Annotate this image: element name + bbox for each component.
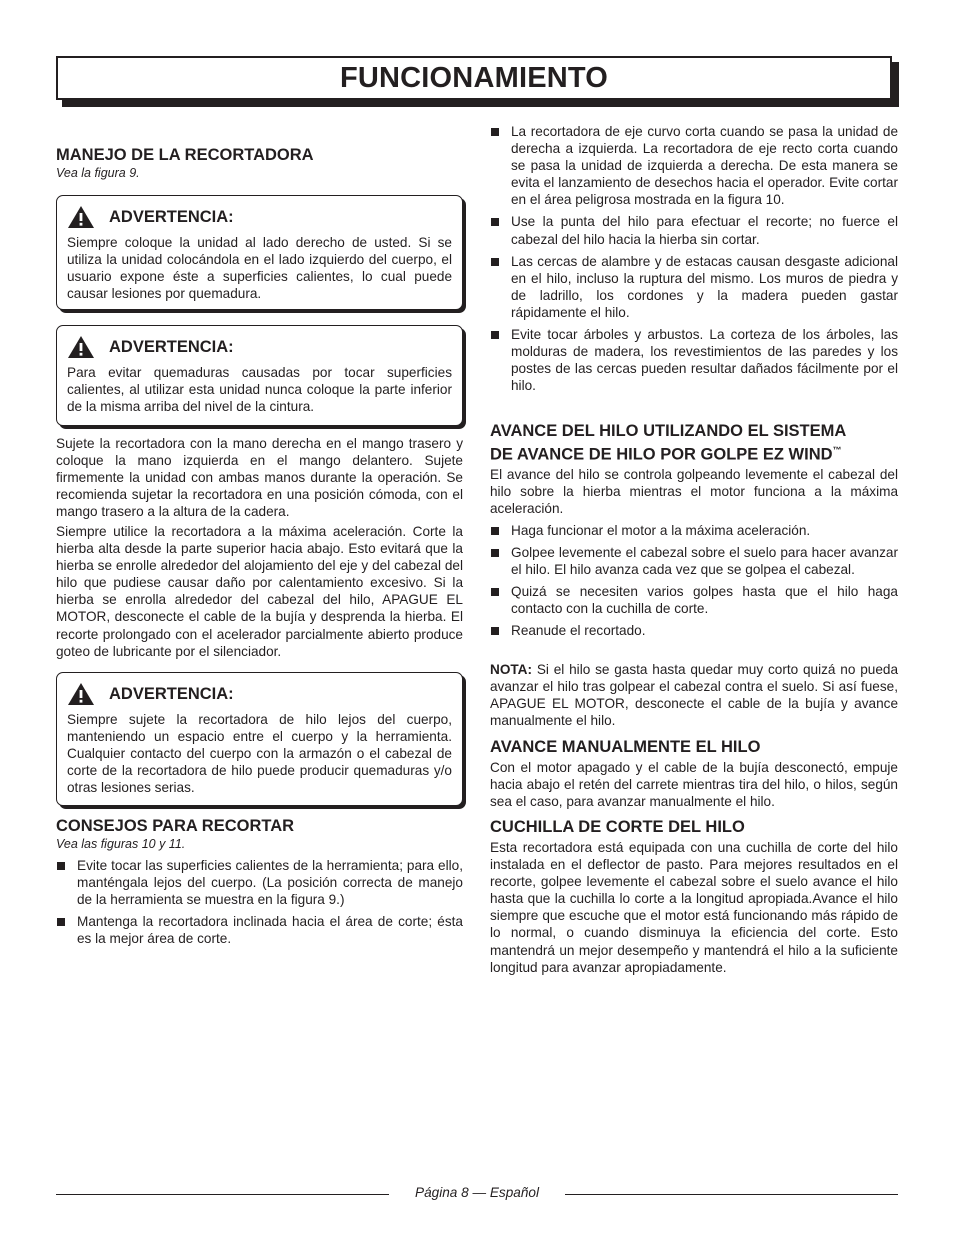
trademark-symbol: ™	[832, 445, 842, 455]
footer-rule-left	[56, 1194, 389, 1195]
list-item-text: Mantenga la recortadora inclinada hacia el área de corte; ésta es la mejor área de corte.	[77, 914, 463, 947]
warning-box-3	[56, 672, 466, 809]
warning-header	[67, 681, 452, 707]
list-item-text: Evite tocar árboles y arbustos. La corteza de los árboles, las molduras de madera, los revestimientos de las paredes y los postes de las cercas pueden resultar dañados fácilmente por el hilo.	[511, 327, 898, 394]
warning-box-1	[56, 195, 466, 313]
figure-reference: Vea las figuras 10 y 11.	[56, 837, 186, 851]
list-item	[490, 123, 898, 208]
page-title-banner	[56, 56, 899, 107]
ez-wind-steps-list	[490, 522, 898, 645]
note-label: NOTA:	[490, 662, 533, 677]
square-bullet-icon	[491, 331, 499, 339]
section-title-manejo: MANEJO DE LA RECORTADORA	[56, 146, 314, 164]
square-bullet-icon	[491, 218, 499, 226]
warning-box-body	[56, 195, 463, 310]
square-bullet-icon	[491, 128, 499, 136]
warning-title: ADVERTENCIA:	[109, 337, 234, 356]
list-item-text: Quizá se necesiten varios golpes hasta que el hilo haga contacto con la cuchilla de corte.	[511, 584, 898, 617]
warning-triangle-icon	[67, 205, 95, 229]
square-bullet-icon	[57, 862, 65, 870]
tips-list	[56, 857, 463, 952]
section-title-line2: DE AVANCE DE HILO POR GOLPE EZ WIND	[490, 445, 833, 464]
tips-list-continued	[490, 123, 898, 399]
page-footer: Página 8 — Español	[415, 1185, 539, 1200]
list-item-text: Haga funcionar el motor a la máxima aceleración.	[511, 523, 811, 538]
list-item	[56, 913, 463, 947]
list-item	[490, 326, 898, 394]
square-bullet-icon	[491, 527, 499, 535]
section-title-avance-manual: AVANCE MANUALMENTE EL HILO	[490, 738, 761, 756]
section-title-line1: AVANCE DEL HILO UTILIZANDO EL SISTEMA	[490, 422, 847, 440]
warning-text: Para evitar quemaduras causadas por tocar superficies calientes, al utilizar esta unidad nunca coloque la parte inferior de la misma arriba del nivel de la cintura.	[67, 365, 452, 415]
warning-box-body	[56, 325, 463, 426]
paragraph-acceleration: Siempre utilice la recortadora a la máxima aceleración. Corte la hierba alta desde la parte superior hacia abajo. Esto evitará que la hierba se enrolle alrededor del alojamiento del eje y del cabezal del hilo que pudiese causar daño por calentamiento excesivo. Si la hierba se enrolla alrededor del cabezal del hilo, APAGUE EL MOTOR, desconecte el cable de la bujía y desprenda la hierba. El recorte prolongado con el acelerador parcialmente abierto produce goteo de lubricante por el silenciador.	[56, 524, 463, 659]
square-bullet-icon	[57, 918, 65, 926]
section-title-avance-ez-wind	[490, 422, 898, 465]
paragraph-avance-manual: Con el motor apagado y el cable de la bujía desconectó, empuje hacia abajo el retén del carrete mientras tira del hilo, o hilos, según sea el caso, para avanzar manualmente el hilo.	[490, 760, 898, 810]
list-item-text: Use la punta del hilo para efectuar el recorte; no fuerce el cabezal del hilo hacia la hierba sin cortar.	[511, 214, 898, 247]
figure-reference: Vea la figura 9.	[56, 166, 140, 180]
square-bullet-icon	[491, 549, 499, 557]
list-item-text: Evite tocar las superficies calientes de la herramienta; para ello, manténgala lejos del cuerpo. (La posición correcta de manejo de la herramienta se muestra en la figura 9.)	[77, 858, 463, 908]
note-paragraph	[490, 661, 898, 729]
list-item-text: Reanude el recortado.	[511, 623, 646, 639]
warning-header	[67, 204, 452, 230]
warning-title: ADVERTENCIA:	[109, 684, 234, 703]
warning-title: ADVERTENCIA:	[109, 207, 234, 226]
paragraph-grip: Sujete la recortadora con la mano derecha en el mango trasero y coloque la mano izquierda en el mango delantero. Sujete firmemente la unidad con ambas manos durante la operación. Se recomienda sujetar la recortadora en una posición cómoda, con el mango trasero a la altura de la cadera.	[56, 436, 463, 520]
list-item	[490, 253, 898, 321]
list-item	[56, 857, 463, 908]
note-text: Si el hilo se gasta hasta quedar muy corto quizá no pueda avanzar el hilo tras golpear el cabezal contra el suelo. Si así fuese, APAGUE EL MOTOR, desconecte el cable de la bujía y avance manualmente el hilo.	[490, 662, 899, 729]
warning-header	[67, 334, 452, 360]
list-item-text: Golpee levemente el cabezal sobre el suelo para hacer avanzar el hilo. El hilo avanza cada vez que se golpea el cabezal.	[511, 545, 898, 578]
square-bullet-icon	[491, 588, 499, 596]
paragraph-ez-wind-intro: El avance del hilo se controla golpeando levemente el cabezal del hilo sobre la hierba mientras el motor funciona a la máxima aceleración.	[490, 467, 898, 517]
list-item-text: La recortadora de eje curvo corta cuando se pasa la unidad de derecha a izquierda. La recortadora de eje recto corta cuando se pasa la unidad de izquierda a derecha. De esta manera se evita el lanzamiento de desechos hacia el operador. Evite cortar en el área peligrosa mostrada en la figura 10.	[511, 124, 898, 208]
footer-rule-right	[565, 1194, 898, 1195]
warning-text: Siempre coloque la unidad al lado derecho de usted. Si se utiliza la unidad colocándola en el lado izquierdo del cuerpo, el usuario expone éste a superficies calientes, lo cual puede causar lesiones por quemadura.	[67, 235, 452, 302]
paragraph-cuchilla: Esta recortadora está equipada con una cuchilla de corte del hilo instalada en el deflector de pasto. Para mejores resultados en el recorte, golpee levemente el cabezal sobre el suelo avance el hilo hasta que la cuchilla lo corte a la longitud apropiada.Avance el hilo siempre que escuche que el motor está funcionando más rápido de lo normal, o cuando disminuya la eficiencia del corte. Esto mantendrá un mejor desempeño y mantendrá el hilo a la suficiente longitud para avanzar apropiadamente.	[490, 840, 898, 975]
page-title: FUNCIONAMIENTO	[339, 61, 609, 94]
list-item	[490, 622, 898, 639]
warning-triangle-icon	[67, 335, 95, 359]
square-bullet-icon	[491, 258, 499, 266]
list-item	[490, 522, 898, 539]
warning-box-body	[56, 672, 463, 806]
title-box	[56, 56, 892, 100]
section-title-consejos: CONSEJOS PARA RECORTAR	[56, 817, 295, 835]
warning-triangle-icon	[67, 682, 95, 706]
list-item-text: Las cercas de alambre y de estacas causan desgaste adicional en el hilo, incluso la ruptura del mismo. Los muros de piedra y de ladrillo, los cordones y la madera pueden gastar rápidamente el hilo.	[511, 253, 898, 320]
list-item	[490, 213, 898, 247]
section-title-cuchilla: CUCHILLA DE CORTE DEL HILO	[490, 818, 745, 836]
list-item	[490, 583, 898, 617]
warning-box-2	[56, 325, 466, 429]
list-item	[490, 544, 898, 578]
square-bullet-icon	[491, 627, 499, 635]
warning-text: Siempre sujete la recortadora de hilo lejos del cuerpo, manteniendo un espacio entre el cuerpo y la herramienta. Cualquier contacto del cuerpo con la armazón o el cabezal de corte de la recortadora de hilo puede producir quemaduras y/o otras lesiones serias.	[67, 712, 452, 796]
